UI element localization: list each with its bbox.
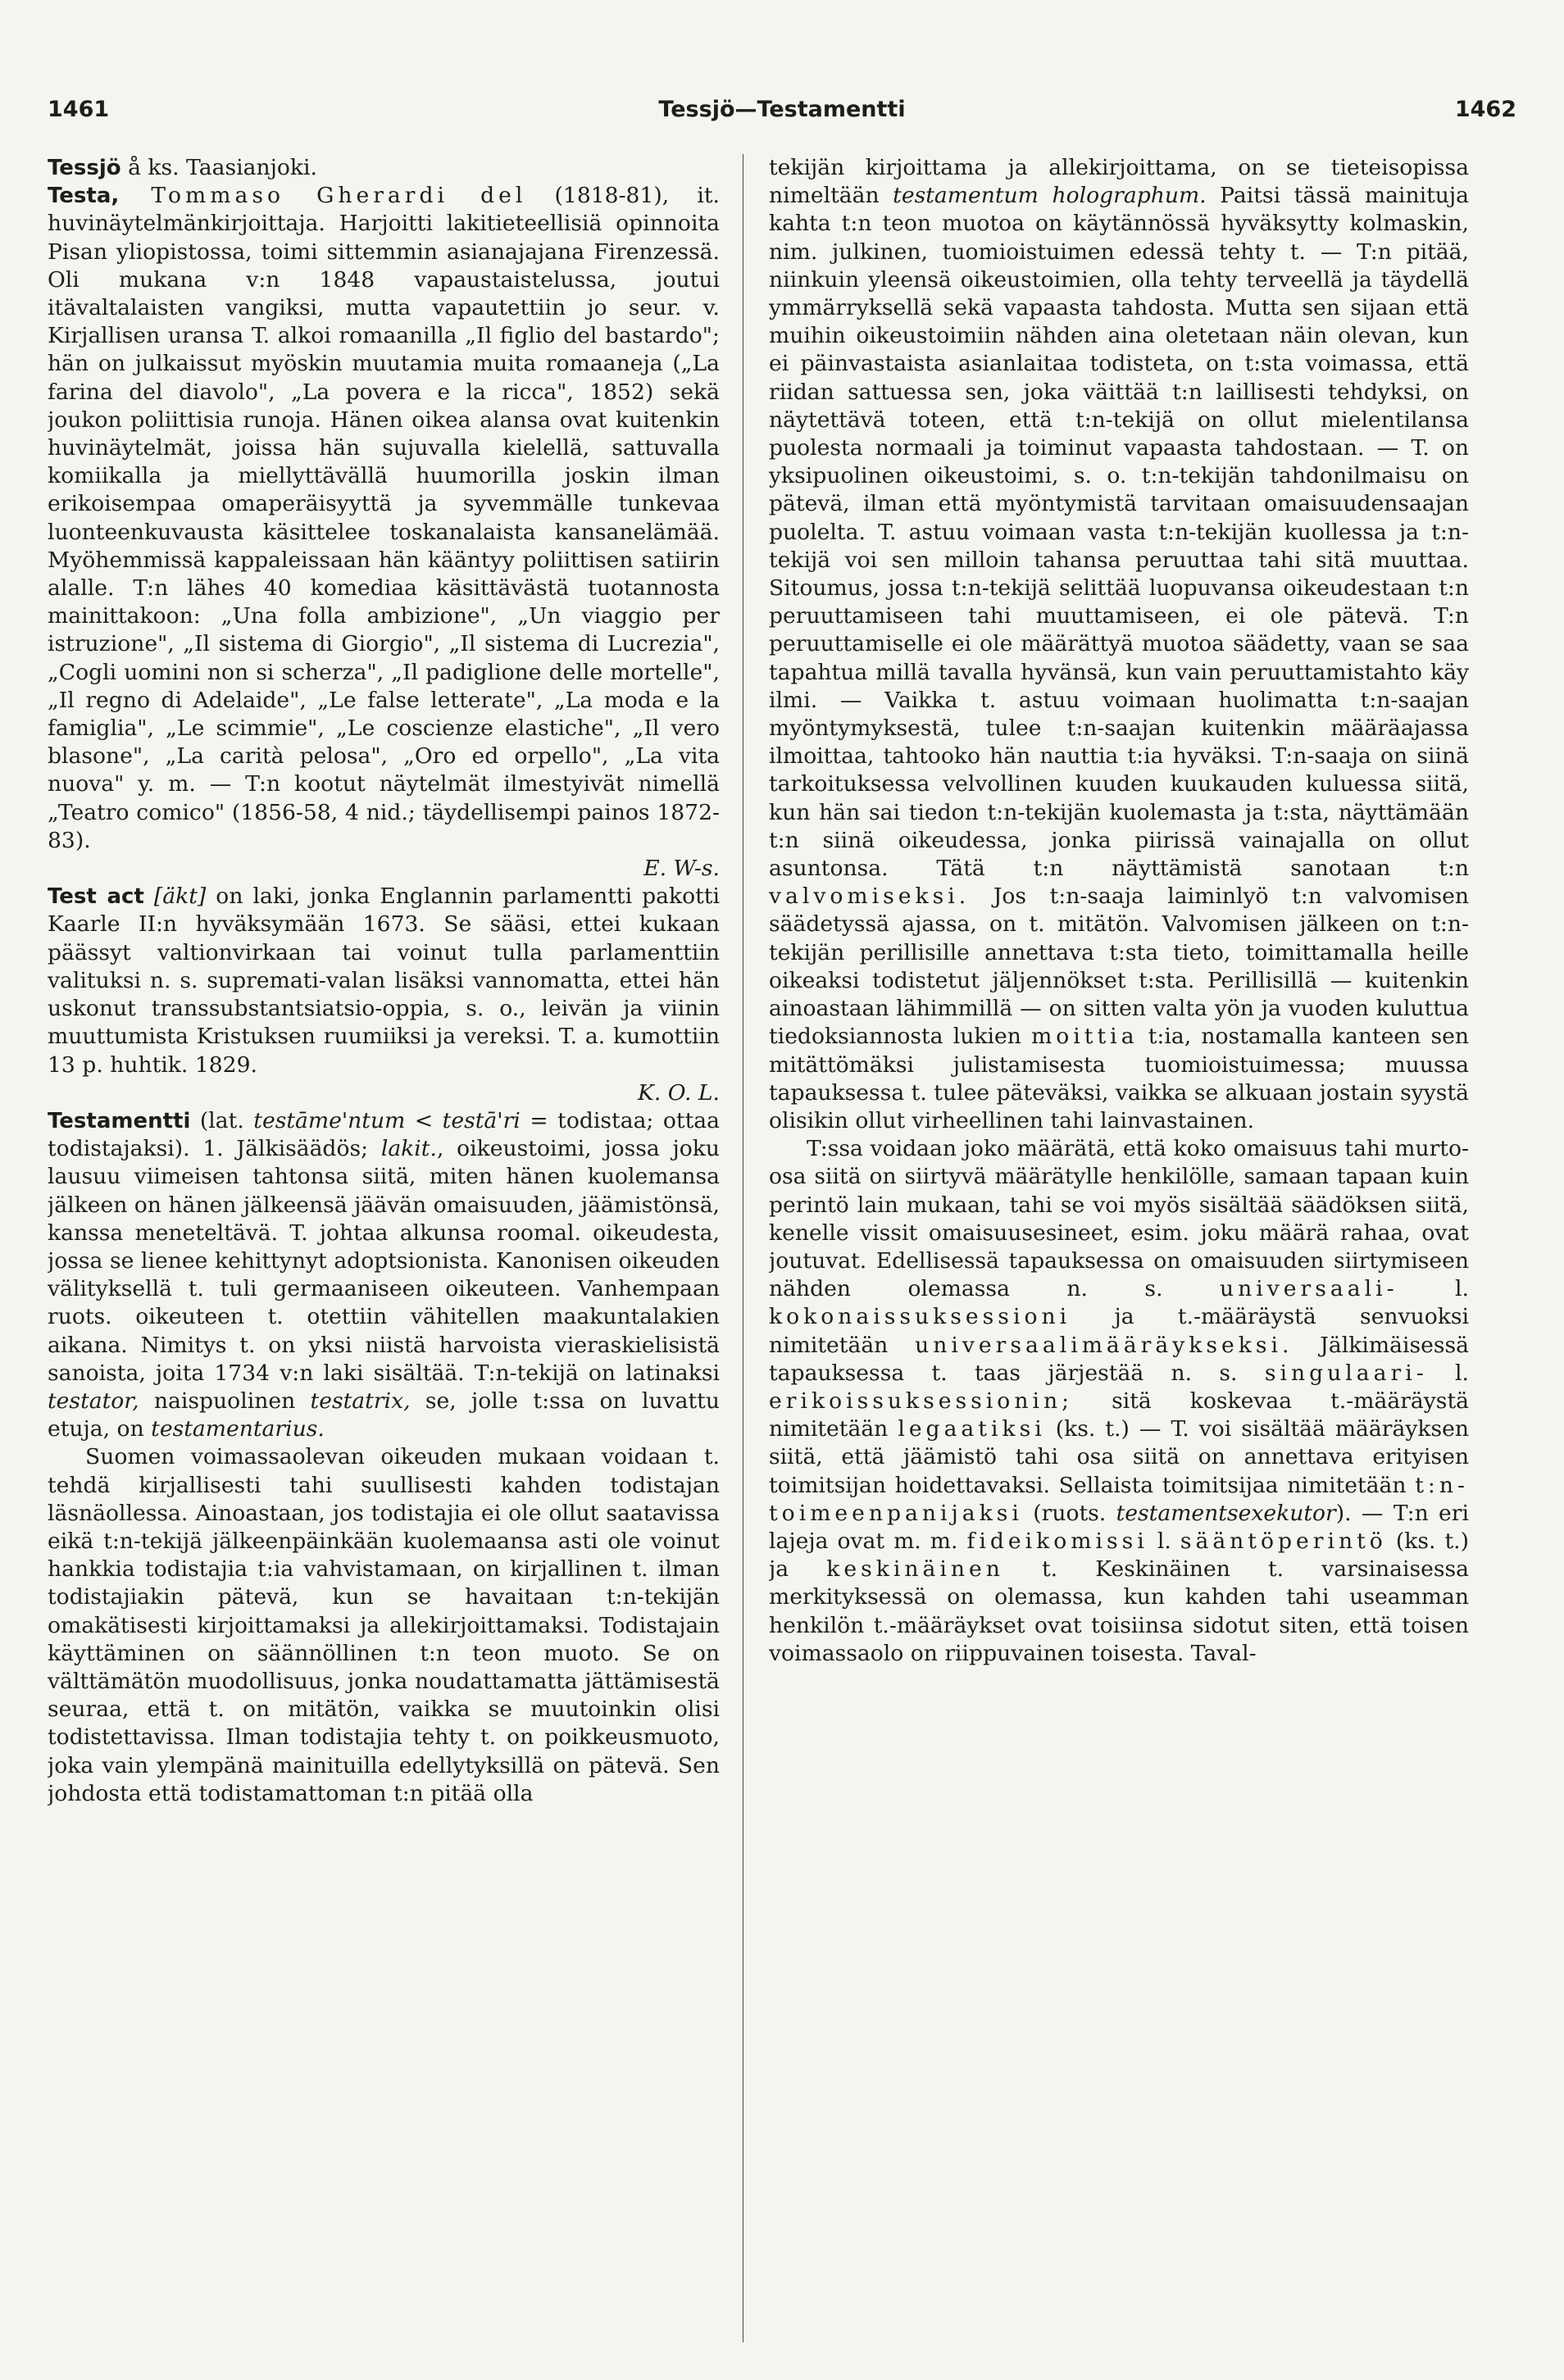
- spaced-term: legaatiksi: [898, 1416, 1046, 1442]
- entry-text: on laki, jonka Englannin parlamentti pakotti Kaarle II:n hyväksymään 1673. Se sääsi, ettei kukaan päässyt valtionvirkaan tai voinut tulla parlamenttiin valituksi n. s. supremati-valan lisäksi vannomatta, ettei hän uskonut transsubstantsiatsio-oppia, s. o., leivän ja viinin muuttumista Kristuksen ruumiiksi ja vereksi. T. a. kumottiin 13 p. huhtik. 1829.: [48, 883, 720, 1078]
- entry-text: , oikeustoimi, jossa joku lausuu viimeisen tahtonsa siitä, miten hänen kuolemansa jälkeen on hänen jälkeensä jäävän omaisuuden, jäämistönsä, kanssa meneteltävä. T. johtaa alkunsa roomal. oikeudesta, jossa se lienee kehittynyt adoptsionista. Kanonisen oikeuden välityksellä t. tuli germaaniseen oikeuteen. Vanhempaan ruots. oikeuteen t. otettiin vähitellen maakuntalakien aikana. Nimitys t. on yksi niistä harvoista vieraskielisistä sanoista, joita 1734 v:n laki sisältää. T:n-tekijä on latinaksi: [48, 1136, 720, 1386]
- entry-name: Tommaso Gherardi del: [119, 183, 527, 209]
- page-title: Tessjö—Testamentti: [658, 97, 906, 122]
- headword: Testa,: [48, 184, 120, 209]
- spaced-term: erikoissuksessionin;: [769, 1388, 1074, 1414]
- latin-term: testator,: [48, 1388, 139, 1414]
- abbreviation: lakit.: [380, 1136, 437, 1162]
- paragraph: [769, 1135, 1469, 1668]
- text: Jos t:n-saaja laiminlyö t:n valvomisen säädetyssä ajassa, on t. mitätön. Valvomisen jälkeen on t:n-tekijän perillisille annettava t:sta tieto, toimittamalla heille oikeaksi todistetut jäljennökset t:sta. Perillisillä — kuitenkin ainoastaan lähimmillä — on sitten valta yön ja vuoden kuluttua tiedoksiannosta lukien: [769, 883, 1469, 1050]
- signature: E. W-s.: [643, 856, 720, 882]
- latin-term: testamentum holographum.: [893, 183, 1207, 209]
- spaced-term: fideikomissi: [966, 1528, 1148, 1554]
- text: t. Keskinäinen t. varsinaisessa merkityksessä on olemassa, kun kahden tahi useamman henkilön t.-määräykset ovat toisiinsa sidotut siten, että toisen voimassaolo on riippuvainen toisesta. Taval-: [769, 1556, 1469, 1666]
- text: (ruots.: [1022, 1500, 1116, 1526]
- paragraph: [769, 154, 1469, 1135]
- latin-term: testā'ri: [442, 1107, 521, 1133]
- entry-text: naispuolinen: [139, 1388, 311, 1414]
- text: l.: [1398, 1276, 1469, 1302]
- entry-tessjo: [48, 154, 720, 182]
- pronunciation: [äkt]: [143, 883, 207, 910]
- text: ja t.-määräystä senvuoksi nimitetään: [769, 1304, 1469, 1358]
- headword: Test act: [48, 884, 144, 910]
- text: Jälkimäisessä tapauksessa t. taas järjestää n. s.: [769, 1332, 1469, 1386]
- spaced-term: sääntöperintö: [1180, 1528, 1387, 1554]
- entry-test-act: [48, 883, 720, 1079]
- text: (ks. t.) ja: [769, 1528, 1469, 1583]
- spaced-term: keskinäinen: [826, 1556, 1004, 1583]
- text: T:ssa voidaan joko määrätä, että koko omaisuus tahi murto-osa siitä on siirtyvä määrätylle henkilölle, samaan tapaan kuin perintö lain mukaan, tahi se voi myös sisältää säädöksen siitä, kenelle vissit omaisuusesineet, esim. joku määrä rahaa, ovat joutuvat. Edellisessä tapauksessa on omaisuuden siirtymiseen nähden olemassa n. s.: [769, 1136, 1469, 1302]
- paragraph: Suomen voimassaolevan oikeuden mukaan voidaan t. tehdä kirjallisesti tahi suullisesti kahden todistajan läsnäollessa. Ainoastaan, jos todistajia ei ole ollut saatavissa eikä t:n-tekijä jälkeenpäinkään kuolemaansa asti ole voinut hankkia todistajia t:ia vahvistamaan, on kirjallinen t. ilman todistajiakin pätevä, kun se havaitaan t:n-tekijän omakätisesti kirjoittamaksi ja allekirjoittamaksi. Todistajain käyttäminen on säännöllinen t:n teon muoto. Se on välttämätön muodollisuus, jonka noudattamatta jättämisestä seuraa, että t. on mitätön, vaikka se muutoinkin olisi todistettavissa. Ilman todistajia tehty t. on poikkeusmuoto, joka vain ylempänä mainituilla edellytyksillä on pätevä. Sen johdosta että todistamattoman t:n pitää olla: [48, 1444, 720, 1806]
- left-column: [48, 154, 720, 2350]
- latin-term: testamentsexekutor: [1116, 1500, 1336, 1526]
- headword: Tessjö: [48, 156, 121, 180]
- running-head: [48, 97, 1516, 136]
- text: l.: [1148, 1528, 1180, 1554]
- spaced-term: valvomiseksi.: [769, 883, 971, 910]
- entry-testamentti: [48, 1107, 720, 1443]
- signature: K. O. L.: [637, 1079, 720, 1106]
- spaced-term: moittia: [1031, 1024, 1139, 1050]
- text: tekijän kirjoittama ja allekirjoittama, on se tieteisopissa nimeltään: [769, 155, 1469, 209]
- spaced-term: universaali-: [1219, 1276, 1398, 1302]
- entry-testa: [48, 182, 720, 855]
- latin-term: testatrix,: [310, 1388, 411, 1414]
- latin-term: testāme'ntum: [253, 1107, 406, 1133]
- headword: Testamentti: [48, 1108, 191, 1133]
- spaced-term: kokonaissuksessioni: [769, 1304, 1071, 1330]
- right-column: [769, 154, 1469, 2350]
- entry-text: (1818-81), it. huvinäytelmänkirjoittaja. Harjoitti lakitieteellisiä opinnoita Pisan yliopistossa, toimi sittemmin asianajajana Firenzessä. Oli mukana v:n 1848 vapaustaistelussa, joutui itävaltalaisten vangiksi, mutta vapautettiin jo seur. v. Kirjallisen uransa T. alkoi romaanilla „Il figlio del bastardo"; hän on julkaissut myöskin muutamia muita romaaneja („La farina del diavolo", „La povera e la ricca", 1852) sekä joukon poliittisia runoja. Hänen oikea alansa ovat kuitenkin huvinäytelmät, joissa hän sujuvalla kielellä, sattuvalla komiikalla ja miellyttävällä huumorilla joskin ilman erikoisempaa omaperäisyyttä ja syvemmälle tunkevaa luonteenkuvausta käsittelee toskanalaista kansanelämää. Myöhemmissä kappaleissaan hän kääntyy poliittisen satiirin alalle. T:n lähes 40 komediaa käsittävästä tuotannosta mainittakoon: „Una folla ambizione", „Un viaggio per istruzione", „Il sistema di Giorgio", „Il sistema di Lucrezia", „Cogli uomini non si scherza", „Il padiglione delle mortelle", „Il regno di Adelaide", „Le false letterate", „La moda e la famiglia", „Le scimmie", „Le coscienze elastiche", „Il vero blasone", „La carità pelosa", „Oro ed orpello", „La vita nuova" y. m. — T:n kootut näytelmät ilmestyivät nimellä „Teatro comico" (1856-58, 4 nid.; täydellisempi painos 1872-83).: [48, 183, 720, 853]
- entry-text: å ks. Taasianjoki.: [120, 155, 317, 180]
- text: t:ia, nostamalla kanteen sen mitättömäksi julistamisesta tuomioistuimessa; muussa tapauksessa t. tulee päteväksi, vaikka se alkuaan jostain syystä olisikin ollut virheellinen tahi lainvastainen.: [769, 1024, 1469, 1133]
- entry-text: = todistaa; ottaa todistajaksi). 1. Jälkisäädös;: [48, 1107, 720, 1162]
- text: sitä koskevaa t.-määräystä nimitetään: [769, 1388, 1469, 1442]
- entry-text: se, jolle t:ssa on luvattu etuja, on: [48, 1388, 720, 1442]
- entry-text: <: [405, 1107, 443, 1133]
- text: l.: [1427, 1360, 1469, 1386]
- spaced-term: universaalimääräykseksi.: [915, 1332, 1293, 1358]
- page-number-right: 1462: [1454, 97, 1516, 122]
- text: Paitsi tässä mainituja kahta t:n teon muotoa on käytännössä hyväksytty kolmaskin, nim. julkinen, tuomioistuimen edessä tehty t. — T:n pitää, niinkuin yleensä oikeustoimien, olla tehty terveellä ja täydellä ymmärryksellä sekä vapaasta tahdosta. Mutta sen sijaan että muihin oikeustoimiin nähden aina oletetaan näin olevan, kun ei päinvastaista asianlaitaa todisteta, on t:sta voimassa, että riidan sattuessa sen, joka väittää t:n laillisesti tehdyksi, on näytettävä toteen, että t:n-tekijä on ollut mielentilansa puolesta normaali ja toiminut vapaasta tahdostaan. — T. on yksipuolinen oikeustoimi, s. o. t:n-tekijän tahdonilmaisu on pätevä, ilman että myöntymistä tarvitaan omaisuudensaajan puolelta. T. astuu voimaan vasta t:n-tekijän kuollessa ja t:n-tekijä voi sen milloin tahansa peruuttaa tahi sitä muuttaa. Sitoumus, jossa t:n-tekijä selittää luopuvansa oikeudestaan t:n peruuttamiseen tahi muuttamiseen, ei ole pätevä. T:n peruuttamiselle ei ole määrättyä muotoa säädetty, vaan se saa tapahtua millä tavalla hyvänsä, kun vain peruuttamistahto käy ilmi. — Vaikka t. astuu voimaan huolimatta t:n-saajan myöntymyksestä, tulee t:n-saajan kuitenkin määräajassa ilmoittaa, tahtooko hän nauttia t:ia hyväksi. T:n-saaja on siinä tarkoituksessa velvollinen kuuden kuukauden kuluessa siitä, kun hän sai tiedon t:n-tekijän kuolemasta ja t:sta, näyttämään t:n siinä oikeudessa, jonka piirissä vainajalla on ollut asuntonsa. Tätä t:n näyttämistä sanotaan t:n: [769, 183, 1469, 882]
- text: (ks. t.) — T. voi sisältää määräyksen siitä, että jäämistö tahi osa siitä on annettava erityisen toimitsijan hoidettavaksi. Sellaista toimitsijaa nimitetään: [769, 1416, 1469, 1498]
- latin-term: testamentarius.: [151, 1416, 325, 1442]
- page-number-left: 1461: [48, 97, 110, 122]
- text: ). — T:n eri lajeja ovat m. m.: [769, 1500, 1469, 1554]
- spaced-term: singulaari-: [1264, 1360, 1428, 1386]
- entry-text: (lat.: [190, 1107, 254, 1133]
- spaced-term: t:n-toimeenpanijaksi: [769, 1472, 1469, 1526]
